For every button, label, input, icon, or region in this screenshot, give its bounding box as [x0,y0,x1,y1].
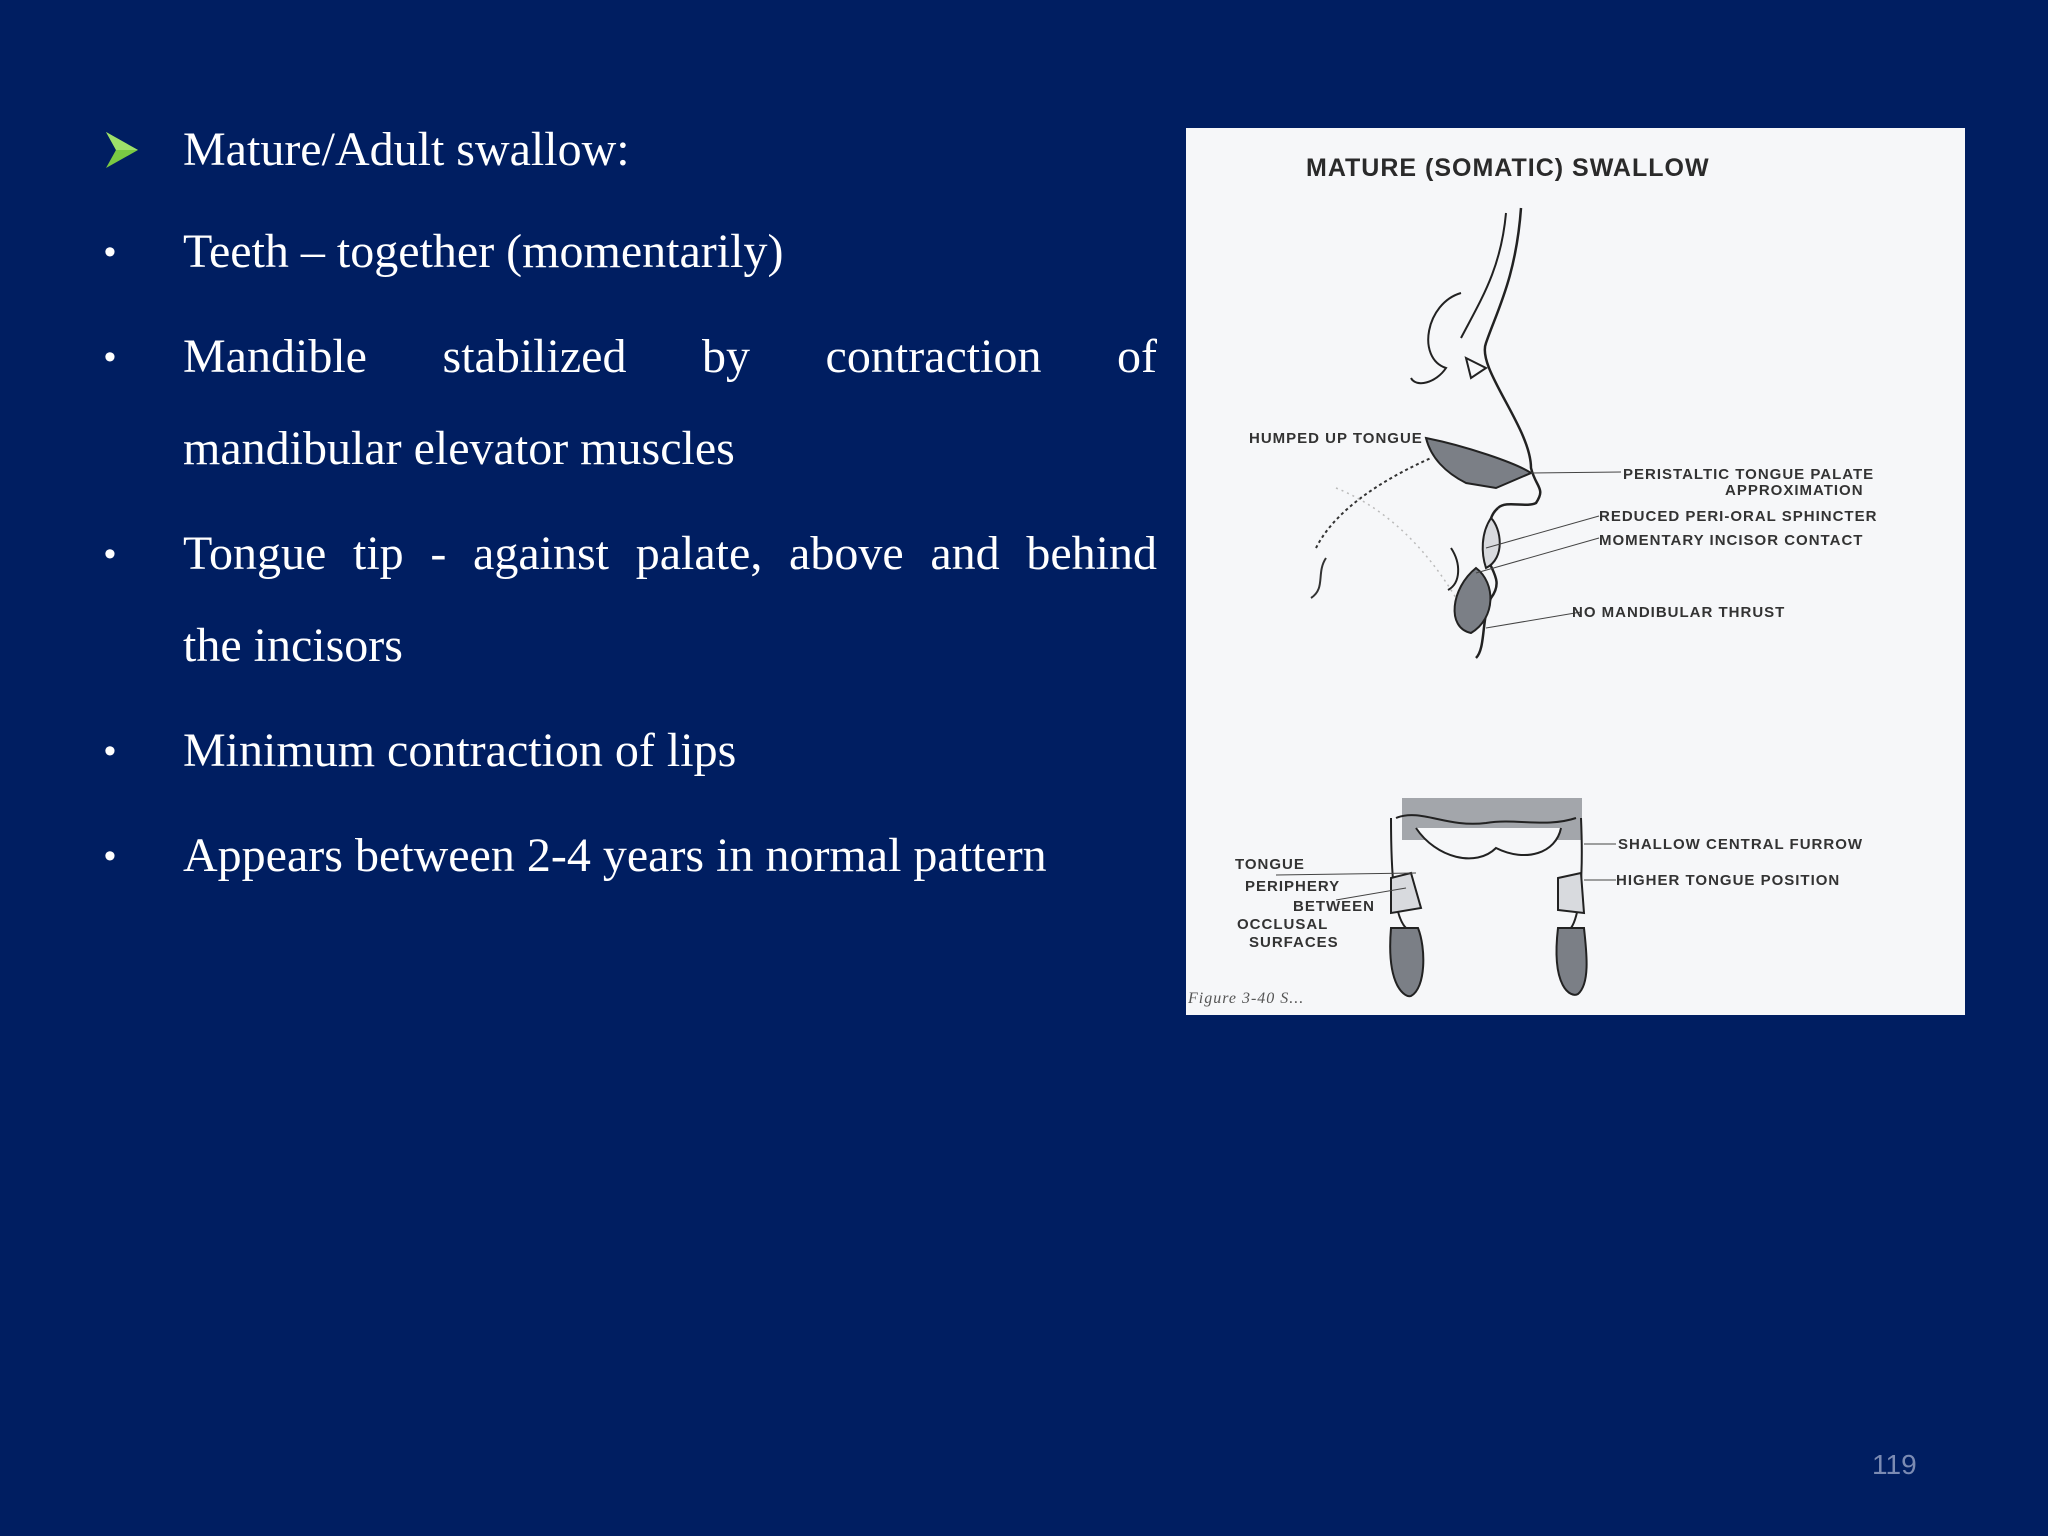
label-surfaces: SURFACES [1249,934,1339,951]
tongue-shape [1426,438,1531,488]
bullet-text-line1: Tongue tip - against palate, above and behind [183,527,1157,580]
label-shallow-furrow: SHALLOW CENTRAL FURROW [1618,836,1864,853]
label-peristaltic: PERISTALTIC TONGUE PALATE [1623,466,1875,483]
label-periphery: PERIPHERY [1245,878,1341,895]
label-momentary-contact: MOMENTARY INCISOR CONTACT [1599,532,1864,549]
bullet-dot-icon: • [104,535,116,573]
figure-title: MATURE (SOMATIC) SWALLOW [1306,154,1710,182]
bullet-text-line1: Mandible stabilized by contraction of [183,330,1157,383]
bullet-text-line2: the incisors [183,619,403,672]
figure-caption: Figure 3-40 S... [1188,990,1305,1007]
label-humped-tongue: HUMPED UP TONGUE [1249,430,1423,447]
bullet-dot-icon: • [104,338,116,376]
bullet-dot-icon: • [104,837,116,875]
bullet-text: Appears between 2-4 years in normal pattern [183,829,1047,882]
label-tongue: TONGUE [1235,856,1305,873]
label-no-thrust: NO MANDIBULAR THRUST [1572,604,1786,621]
swallow-diagram-figure [1186,128,1965,1015]
bullet-dot-icon: • [104,233,116,271]
label-reduced-sphincter: REDUCED PERI-ORAL SPHINCTER [1599,508,1878,525]
bullet-dot-icon: • [104,732,116,770]
bullet-text: Teeth – together (momentarily) [183,225,784,278]
upper-incisor [1483,518,1500,568]
left-molar [1390,928,1423,996]
page-number: 119 [1872,1449,1917,1480]
label-occlusal: OCCLUSAL [1237,916,1329,933]
arrow-bullet-icon [104,126,144,170]
label-approximation: APPROXIMATION [1725,482,1864,499]
label-between: BETWEEN [1293,898,1375,915]
heading-text: Mature/Adult swallow: [183,123,630,176]
bullet-text: Minimum contraction of lips [183,724,737,777]
text-column [0,0,1170,1000]
label-higher-tongue: HIGHER TONGUE POSITION [1616,872,1841,889]
bullet-text-line2: mandibular elevator muscles [183,422,735,475]
right-molar [1557,928,1587,995]
